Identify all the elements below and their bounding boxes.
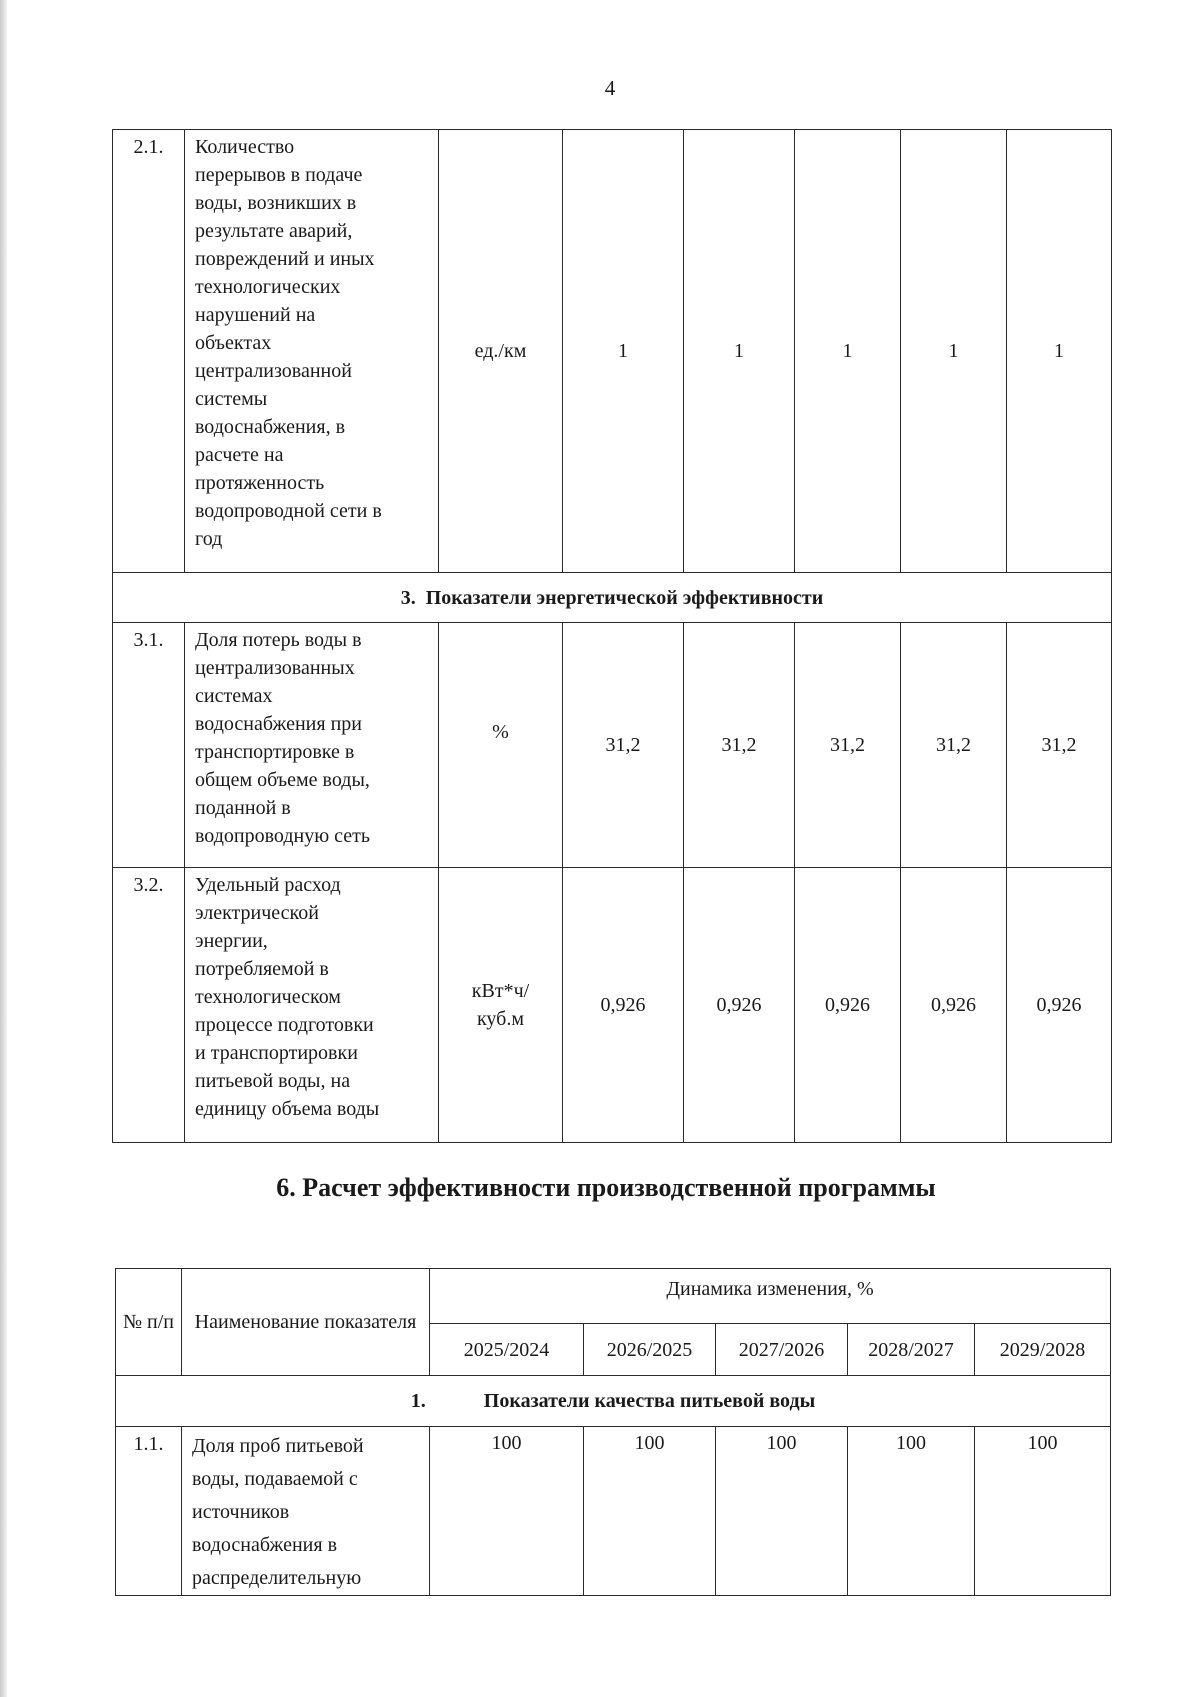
value-cell: 31,2 [1007, 623, 1112, 868]
value-cell: 31,2 [795, 623, 901, 868]
table-row [116, 1427, 1111, 1596]
indicators-table [112, 129, 1112, 1143]
page-number: 4 [604, 76, 616, 100]
indicator-name: Доля проб питьевой воды, подаваемой с источников водоснабжения в распределительную [182, 1427, 430, 1596]
year-header: 2028/2027 [848, 1324, 975, 1376]
value-cell: 1 [795, 130, 901, 573]
section-row [113, 573, 1112, 623]
row-number: 2.1. [113, 130, 185, 573]
value-cell: 0,926 [795, 868, 901, 1143]
indicator-name: Удельный расход электрической энергии, потребляемой в технологическом процессе подготовки и транспортировки питьевой воды, на единицу объема воды [185, 868, 439, 1143]
value-cell: 0,926 [901, 868, 1007, 1143]
value-cell: 100 [975, 1427, 1111, 1596]
value-cell: 0,926 [563, 868, 684, 1143]
value-cell: 100 [430, 1427, 584, 1596]
year-header: 2025/2024 [430, 1324, 584, 1376]
scan-edge [0, 0, 7, 1697]
value-cell: 1 [684, 130, 795, 573]
row-number: 3.2. [113, 868, 185, 1143]
unit-cell: % [439, 623, 563, 868]
table-row [113, 623, 1112, 868]
value-cell: 31,2 [684, 623, 795, 868]
indicator-name: Доля потерь воды в централизованных системах водоснабжения при транспортировке в общем объеме воды, поданной в водопроводную сеть [185, 623, 439, 868]
value-cell: 0,926 [684, 868, 795, 1143]
unit-cell: ед./км [439, 130, 563, 573]
table-row [113, 130, 1112, 573]
header-number: № п/п [116, 1269, 182, 1376]
section-heading: 6. Расчет эффективности производственной программы [276, 1173, 936, 1202]
unit-cell: кВт*ч/ куб.м [439, 868, 563, 1143]
value-cell: 100 [848, 1427, 975, 1596]
value-cell: 31,2 [563, 623, 684, 868]
year-header: 2026/2025 [584, 1324, 716, 1376]
header-row [116, 1269, 1111, 1324]
year-header: 2027/2026 [716, 1324, 848, 1376]
value-cell: 1 [1007, 130, 1112, 573]
efficiency-table [115, 1268, 1111, 1596]
value-cell: 1 [563, 130, 684, 573]
header-name: Наименование показателя [182, 1269, 430, 1376]
row-number: 1.1. [116, 1427, 182, 1596]
value-cell: 31,2 [901, 623, 1007, 868]
indicator-name: Количество перерывов в подаче воды, возникших в результате аварий, повреждений и иных технологических нарушений на объектах централизованной системы водоснабжения, в расчете на протяженность водопроводной сети в год [185, 130, 439, 573]
section-title: 3. Показатели энергетической эффективности [113, 573, 1112, 623]
section-title: 1. Показатели качества питьевой воды [116, 1376, 1111, 1427]
value-cell: 0,926 [1007, 868, 1112, 1143]
header-dynamics: Динамика изменения, % [430, 1269, 1111, 1324]
value-cell: 100 [584, 1427, 716, 1596]
row-number: 3.1. [113, 623, 185, 868]
value-cell: 100 [716, 1427, 848, 1596]
value-cell: 1 [901, 130, 1007, 573]
section-row [116, 1376, 1111, 1427]
table-row [113, 868, 1112, 1143]
year-header: 2029/2028 [975, 1324, 1111, 1376]
